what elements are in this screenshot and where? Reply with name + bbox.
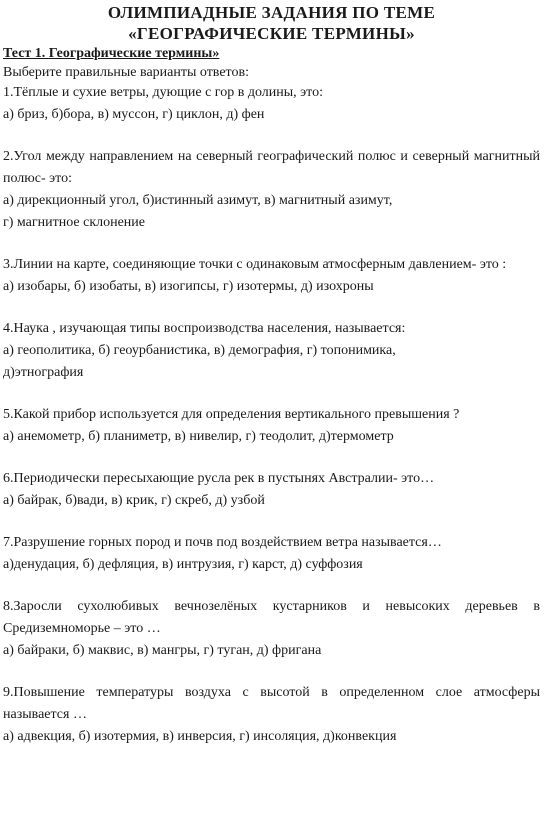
answer-options: а) геополитика, б) геоурбанистика, в) демография, г) топонимика, — [3, 343, 396, 358]
question-text: 7.Разрушение горных пород и почв под воздействием ветра называется… — [3, 535, 442, 550]
answer-options: а) бриз, б)бора, в) муссон, г) циклон, д) фен — [3, 107, 265, 122]
question-2 — [3, 146, 540, 234]
question-4 — [3, 318, 540, 384]
question-5 — [3, 404, 540, 448]
question-text: 8.Заросли сухолюбивых вечнозелёных кустарников и невысоких деревьев в Средиземноморье – это … — [3, 599, 540, 636]
instruction-text: Выберите правильные варианты ответов: — [3, 65, 249, 80]
test-heading: Тест 1. Географические термины» — [3, 46, 220, 61]
answer-options: а) байрак, б)вади, в) крик, г) скреб, д) узбой — [3, 493, 265, 508]
question-1 — [3, 82, 540, 126]
answer-options: а) изобары, б) изобаты, в) изогипсы, г) изотермы, д) изохроны — [3, 279, 374, 294]
question-text: 3.Линии на карте, соединяющие точки с одинаковым атмосферным давлением- это : — [3, 257, 507, 272]
question-7 — [3, 532, 540, 576]
question-text: 6.Периодически пересыхающие русла рек в пустынях Австралии- это… — [3, 471, 435, 486]
question-text: 5.Какой прибор используется для определения вертикального превышения ? — [3, 407, 460, 422]
question-3 — [3, 254, 540, 298]
answer-options-continued: г) магнитное склонение — [3, 215, 146, 230]
answer-options: а) анемометр, б) планиметр, в) нивелир, г) теодолит, д)термометр — [3, 429, 394, 444]
answer-options: а)денудация, б) дефляция, в) интрузия, г) карст, д) суффозия — [3, 557, 363, 572]
question-6 — [3, 468, 540, 512]
answer-options: а) адвекция, б) изотермия, в) инверсия, г) инсоляция, д)конвекция — [3, 729, 397, 744]
question-text: 4.Наука , изучающая типы воспроизводства населения, называется: — [3, 321, 406, 336]
title-line-2: «ГЕОГРАФИЧЕСКИЕ ТЕРМИНЫ» — [128, 24, 415, 43]
question-text: 2.Угол между направлением на северный географический полюс и северный магнитный полюс- это: — [3, 149, 540, 186]
answer-options: а) дирекционный угол, б)истинный азимут, в) магнитный азимут, — [3, 193, 393, 208]
answer-options: а) байраки, б) маквис, в) мангры, г) туган, д) фригана — [3, 643, 322, 658]
title-line-1: ОЛИМПИАДНЫЕ ЗАДАНИЯ ПО ТЕМЕ — [107, 3, 436, 22]
question-8 — [3, 596, 540, 662]
answer-options-continued: д)этнография — [3, 365, 84, 380]
question-9 — [3, 682, 540, 748]
question-text: 1.Тёплые и сухие ветры, дующие с гор в долины, это: — [3, 85, 323, 100]
question-text: 9.Повышение температуры воздуха с высотой в определенном слое атмосферы называется … — [3, 685, 540, 722]
